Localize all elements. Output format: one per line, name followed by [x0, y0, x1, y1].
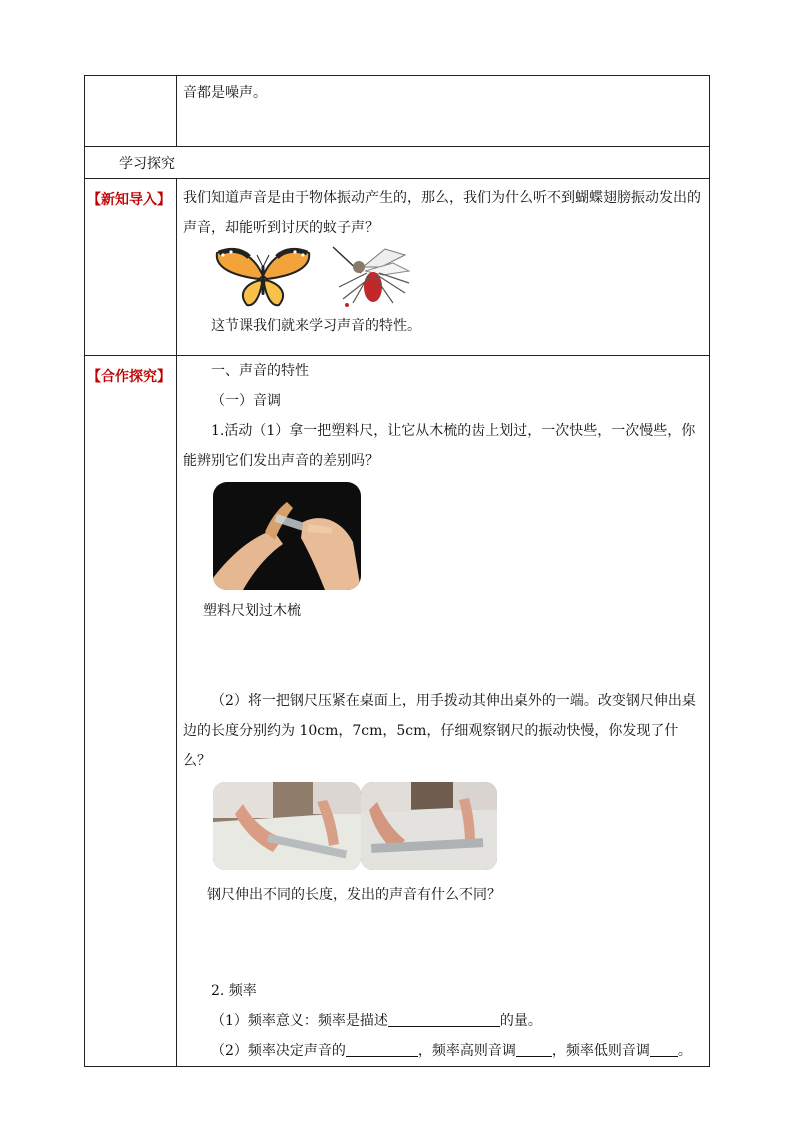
- freq2-b: ，频率高则音调: [417, 1043, 516, 1059]
- freq1-pre: （1）频率意义：频率是描述: [211, 1013, 388, 1029]
- row-intro: [85, 179, 710, 356]
- ruler-photos: [213, 782, 703, 872]
- freq1-blank[interactable]: [388, 1010, 500, 1027]
- freq2-blank-1[interactable]: [346, 1040, 418, 1057]
- explore-label-cell: [85, 356, 177, 1067]
- freq2-blank-3[interactable]: [650, 1040, 678, 1057]
- row1-label-cell: [85, 76, 177, 147]
- row-explore: [85, 356, 710, 1067]
- intro-label-cell: [85, 179, 177, 356]
- explore-content-cell: [177, 356, 710, 1067]
- mosquito-image: [323, 243, 415, 309]
- intro-images: [183, 243, 703, 313]
- butterfly-image: [213, 243, 313, 309]
- activity-1-text: 1.活动（1）拿一把塑料尺，让它从木梳的齿上划过，一次快些，一次慢些，你能辨别它们发出声音的差别吗？: [183, 423, 696, 469]
- row-section-title: [85, 147, 710, 179]
- intro-label: 【新知导入】: [87, 192, 171, 208]
- row-continuation: [85, 76, 710, 147]
- intro-closing: 这节课我们就来学习声音的特性。: [211, 318, 421, 334]
- pitch-subheading: （一）音调: [211, 393, 281, 409]
- section-title-cell: [85, 147, 710, 179]
- ruler-photo-left: [213, 782, 361, 870]
- intro-question: 我们知道声音是由于物体振动产生的，那么，我们为什么听不到蝴蝶翅膀振动发出的声音，却能听到讨厌的蚊子声？: [183, 190, 701, 236]
- lesson-table: [84, 75, 710, 1067]
- comb-photo: [213, 482, 703, 592]
- freq2-a: （2）频率决定声音的: [211, 1043, 346, 1059]
- frequency-definition: [183, 1006, 703, 1036]
- freq2-c: ，频率低则音调: [551, 1043, 650, 1059]
- section-heading: 一、声音的特性: [211, 363, 309, 379]
- section-title: 学习探究: [119, 156, 175, 172]
- ruler-question: 钢尺伸出不同的长度，发出的声音有什么不同？: [207, 887, 501, 903]
- explore-label: 【合作探究】: [87, 369, 171, 385]
- freq2-blank-2[interactable]: [516, 1040, 552, 1057]
- freq2-d: 。: [677, 1043, 692, 1059]
- frequency-pitch: [183, 1036, 703, 1066]
- continuation-text: 音都是噪声。: [183, 85, 267, 101]
- ruler-photo-right: [361, 782, 497, 870]
- row1-content-cell: [177, 76, 710, 147]
- frequency-title: 2. 频率: [211, 983, 257, 999]
- comb-ruler-image: [213, 482, 361, 590]
- comb-caption: 塑料尺划过木梳: [203, 603, 301, 619]
- activity-2-text: （2）将一把钢尺压紧在桌面上，用手拨动其伸出桌外的一端。改变钢尺伸出桌边的长度分别约为 10cm，7cm，5cm，仔细观察钢尺的振动快慢，你发现了什么？: [183, 693, 696, 769]
- intro-content-cell: [177, 179, 710, 356]
- freq1-post: 的量。: [499, 1013, 542, 1029]
